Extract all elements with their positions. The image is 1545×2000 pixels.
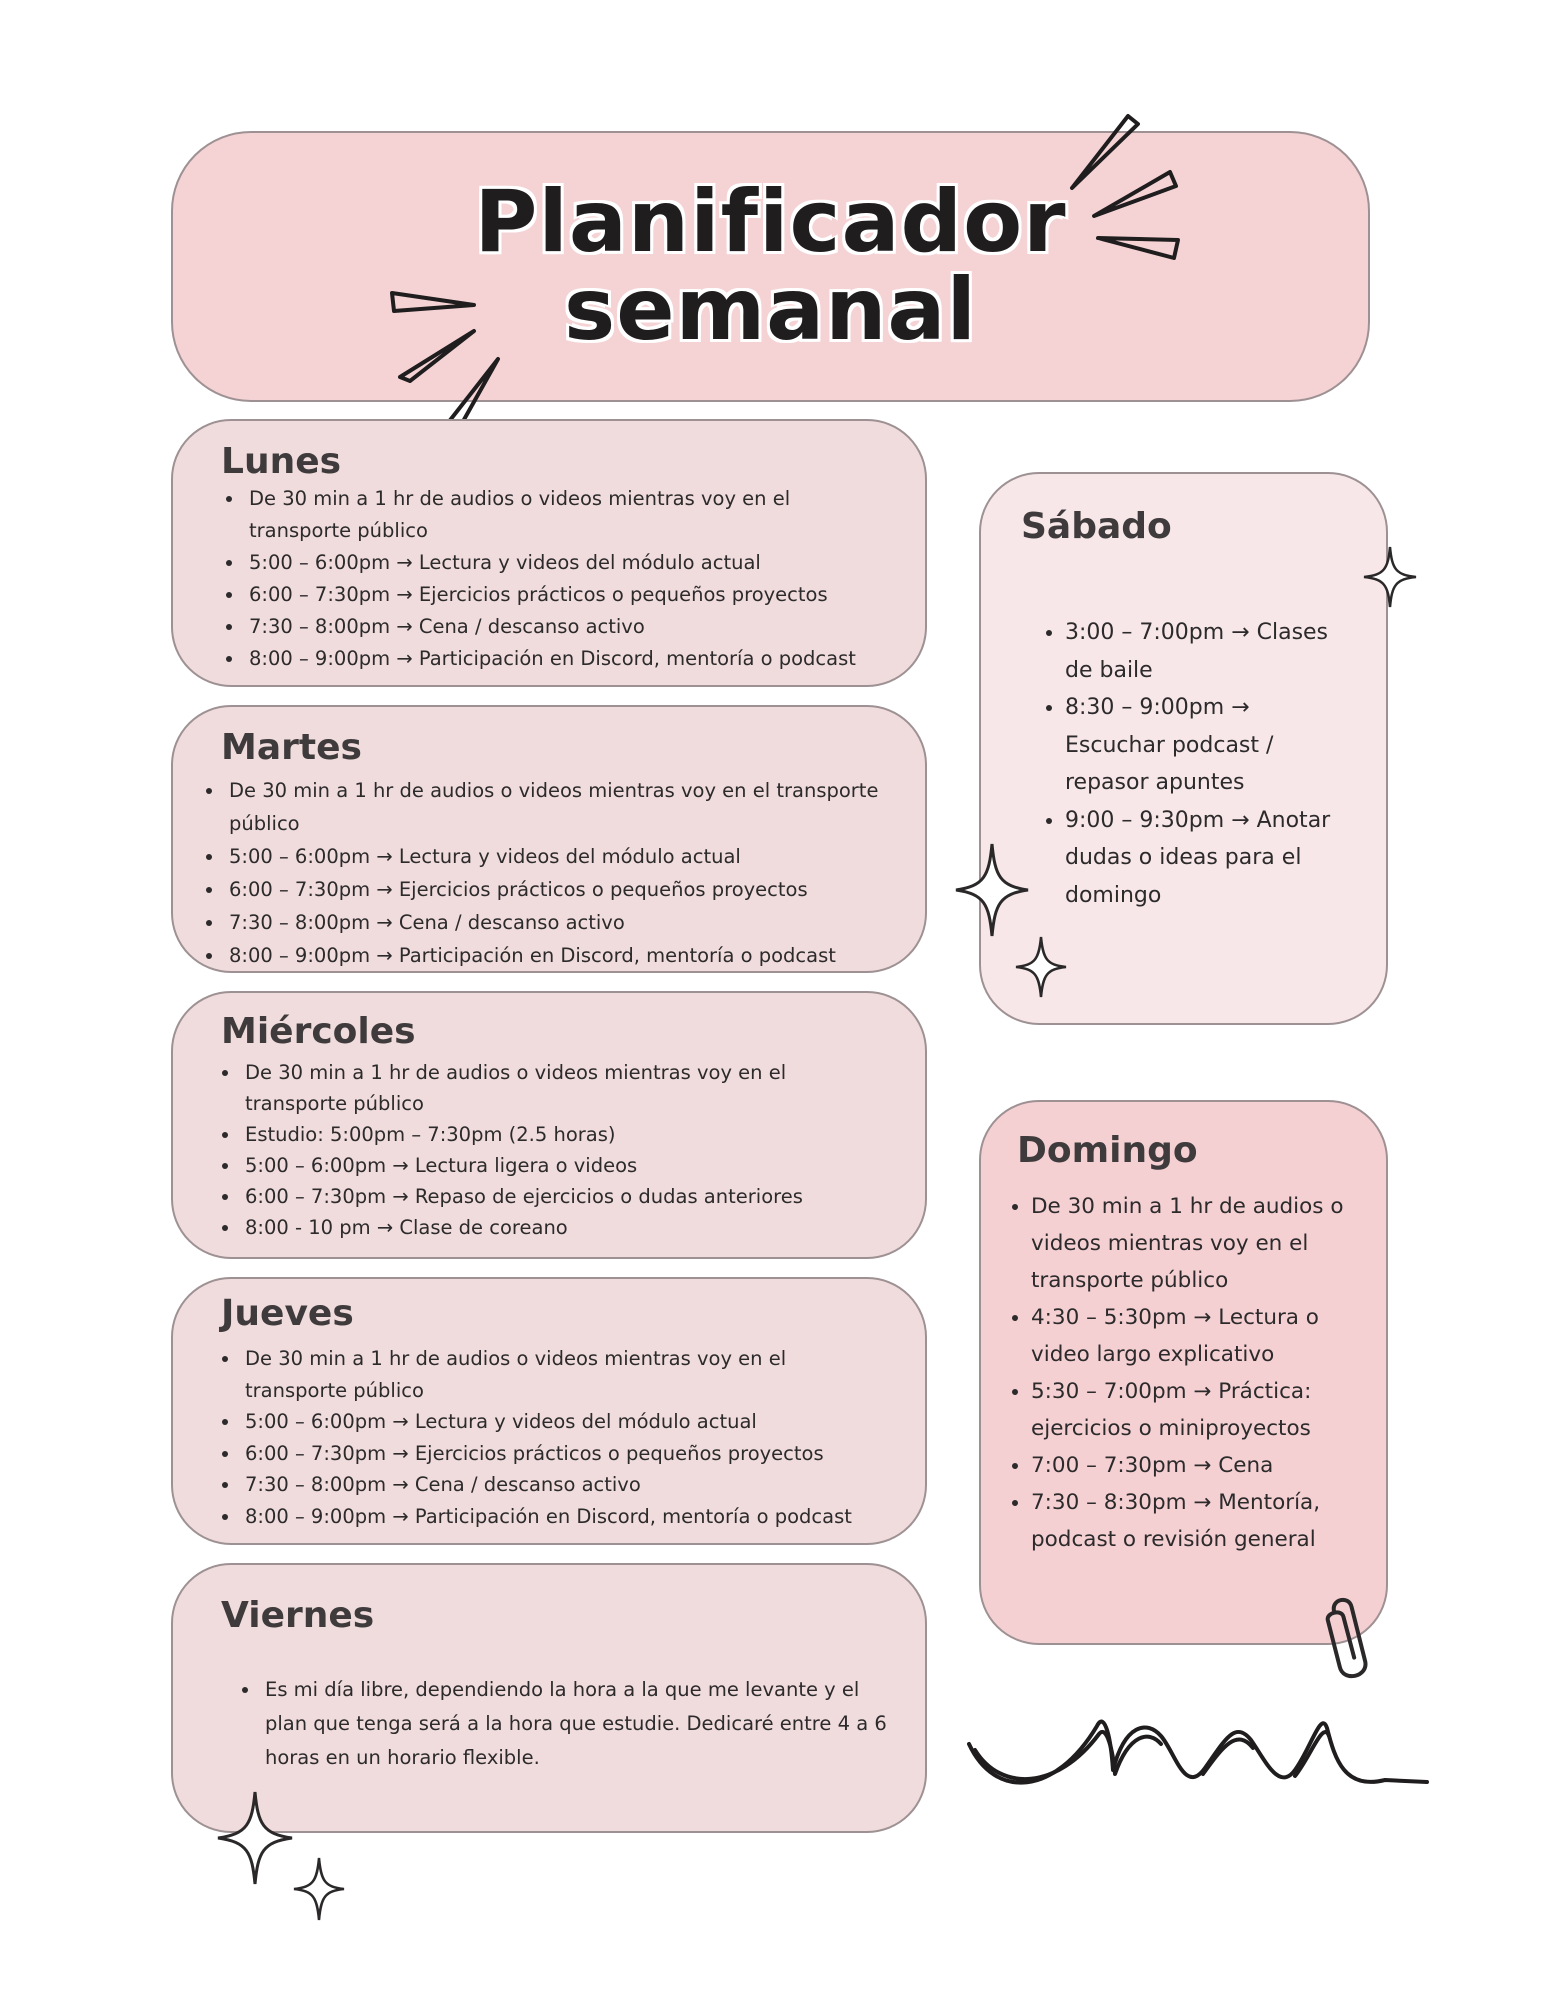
day-card-lunes xyxy=(171,419,927,687)
list-item: • 8:00 - 10 pm → Clase de coreano xyxy=(241,1212,881,1243)
scribble-wave-icon xyxy=(965,1700,1435,1800)
day-card-domingo xyxy=(979,1100,1388,1645)
day-list-jueves xyxy=(217,1343,881,1532)
day-list-miercoles xyxy=(217,1057,881,1243)
list-item: • 7:00 – 7:30pm → Cena xyxy=(1031,1447,1371,1484)
day-title-viernes: Viernes xyxy=(221,1595,375,1636)
sparkle-icon xyxy=(1014,935,1068,999)
day-card-martes xyxy=(171,705,927,973)
list-item: • 9:00 – 9:30pm → Anotar dudas o ideas para el domingo xyxy=(1065,802,1355,915)
list-item: • 5:00 – 6:00pm → Lectura y videos del módulo actual xyxy=(225,840,915,873)
list-item: • 5:00 – 6:00pm → Lectura y videos del módulo actual xyxy=(241,1406,881,1438)
burst-lines-icon xyxy=(1060,110,1200,270)
paperclip-icon xyxy=(1322,1588,1378,1686)
list-item: • 6:00 – 7:30pm → Ejercicios prácticos o pequeños proyectos xyxy=(241,1438,881,1470)
sparkle-icon xyxy=(292,1856,346,1922)
day-list-domingo xyxy=(1007,1188,1371,1558)
day-card-jueves xyxy=(171,1277,927,1545)
list-item: • 5:00 – 6:00pm → Lectura ligera o videos xyxy=(241,1150,881,1181)
list-item: • Estudio: 5:00pm – 7:30pm (2.5 horas) xyxy=(241,1119,881,1150)
list-item: • 3:00 – 7:00pm → Clases de baile xyxy=(1065,614,1355,689)
list-item: • 8:00 – 9:00pm → Participación en Discord, mentoría o podcast xyxy=(241,1501,881,1533)
day-list-lunes xyxy=(221,483,885,675)
list-item: • De 30 min a 1 hr de audios o videos mientras voy en el transporte público xyxy=(245,483,885,547)
day-title-miercoles: Miércoles xyxy=(221,1011,416,1052)
list-item: • De 30 min a 1 hr de audios o videos mientras voy en el transporte público xyxy=(241,1057,881,1119)
day-list-viernes xyxy=(237,1673,901,1775)
list-item: • 7:30 – 8:00pm → Cena / descanso activo xyxy=(245,611,885,643)
day-title-domingo: Domingo xyxy=(1017,1130,1198,1171)
sparkle-icon xyxy=(1362,545,1418,609)
day-title-sabado: Sábado xyxy=(1021,506,1172,547)
list-item: • 5:30 – 7:00pm → Práctica: ejercicios o miniproyectos xyxy=(1031,1373,1371,1447)
list-item: • 7:30 – 8:00pm → Cena / descanso activo xyxy=(225,906,915,939)
day-list-sabado xyxy=(1041,614,1355,914)
day-title-martes: Martes xyxy=(221,727,362,768)
list-item: • De 30 min a 1 hr de audios o videos mientras voy en el transporte público xyxy=(225,774,915,840)
list-item: • 7:30 – 8:30pm → Mentoría, podcast o revisión general xyxy=(1031,1484,1371,1558)
list-item: • 6:00 – 7:30pm → Ejercicios prácticos o pequeños proyectos xyxy=(225,873,915,906)
day-card-miercoles xyxy=(171,991,927,1259)
list-item: • 6:00 – 7:30pm → Ejercicios prácticos o pequeños proyectos xyxy=(245,579,885,611)
list-item: • 5:00 – 6:00pm → Lectura y videos del módulo actual xyxy=(245,547,885,579)
day-title-jueves: Jueves xyxy=(221,1293,354,1334)
list-item: • Es mi día libre, dependiendo la hora a la que me levante y el plan que tenga será a la hora que estudie. Dedicaré entre 4 a 6 horas en un horario flexible. xyxy=(261,1673,901,1775)
title-line-1: Planificador xyxy=(474,172,1067,272)
sparkle-icon xyxy=(954,842,1030,938)
list-item: • 8:00 – 9:00pm → Participación en Discord, mentoría o podcast xyxy=(225,939,915,972)
list-item: • De 30 min a 1 hr de audios o videos mientras voy en el transporte público xyxy=(1031,1188,1371,1299)
title-line-2: semanal xyxy=(564,260,977,360)
sparkle-icon xyxy=(216,1790,294,1886)
list-item: • 4:30 – 5:30pm → Lectura o video largo explicativo xyxy=(1031,1299,1371,1373)
day-title-lunes: Lunes xyxy=(221,441,342,482)
list-item: • De 30 min a 1 hr de audios o videos mientras voy en el transporte público xyxy=(241,1343,881,1406)
list-item: • 7:30 – 8:00pm → Cena / descanso activo xyxy=(241,1469,881,1501)
list-item: • 6:00 – 7:30pm → Repaso de ejercicios o dudas anteriores xyxy=(241,1181,881,1212)
day-list-martes xyxy=(201,774,915,972)
list-item: • 8:30 – 9:00pm → Escuchar podcast / repasor apuntes xyxy=(1065,689,1355,802)
list-item: • 8:00 – 9:00pm → Participación en Discord, mentoría o podcast xyxy=(245,643,885,675)
